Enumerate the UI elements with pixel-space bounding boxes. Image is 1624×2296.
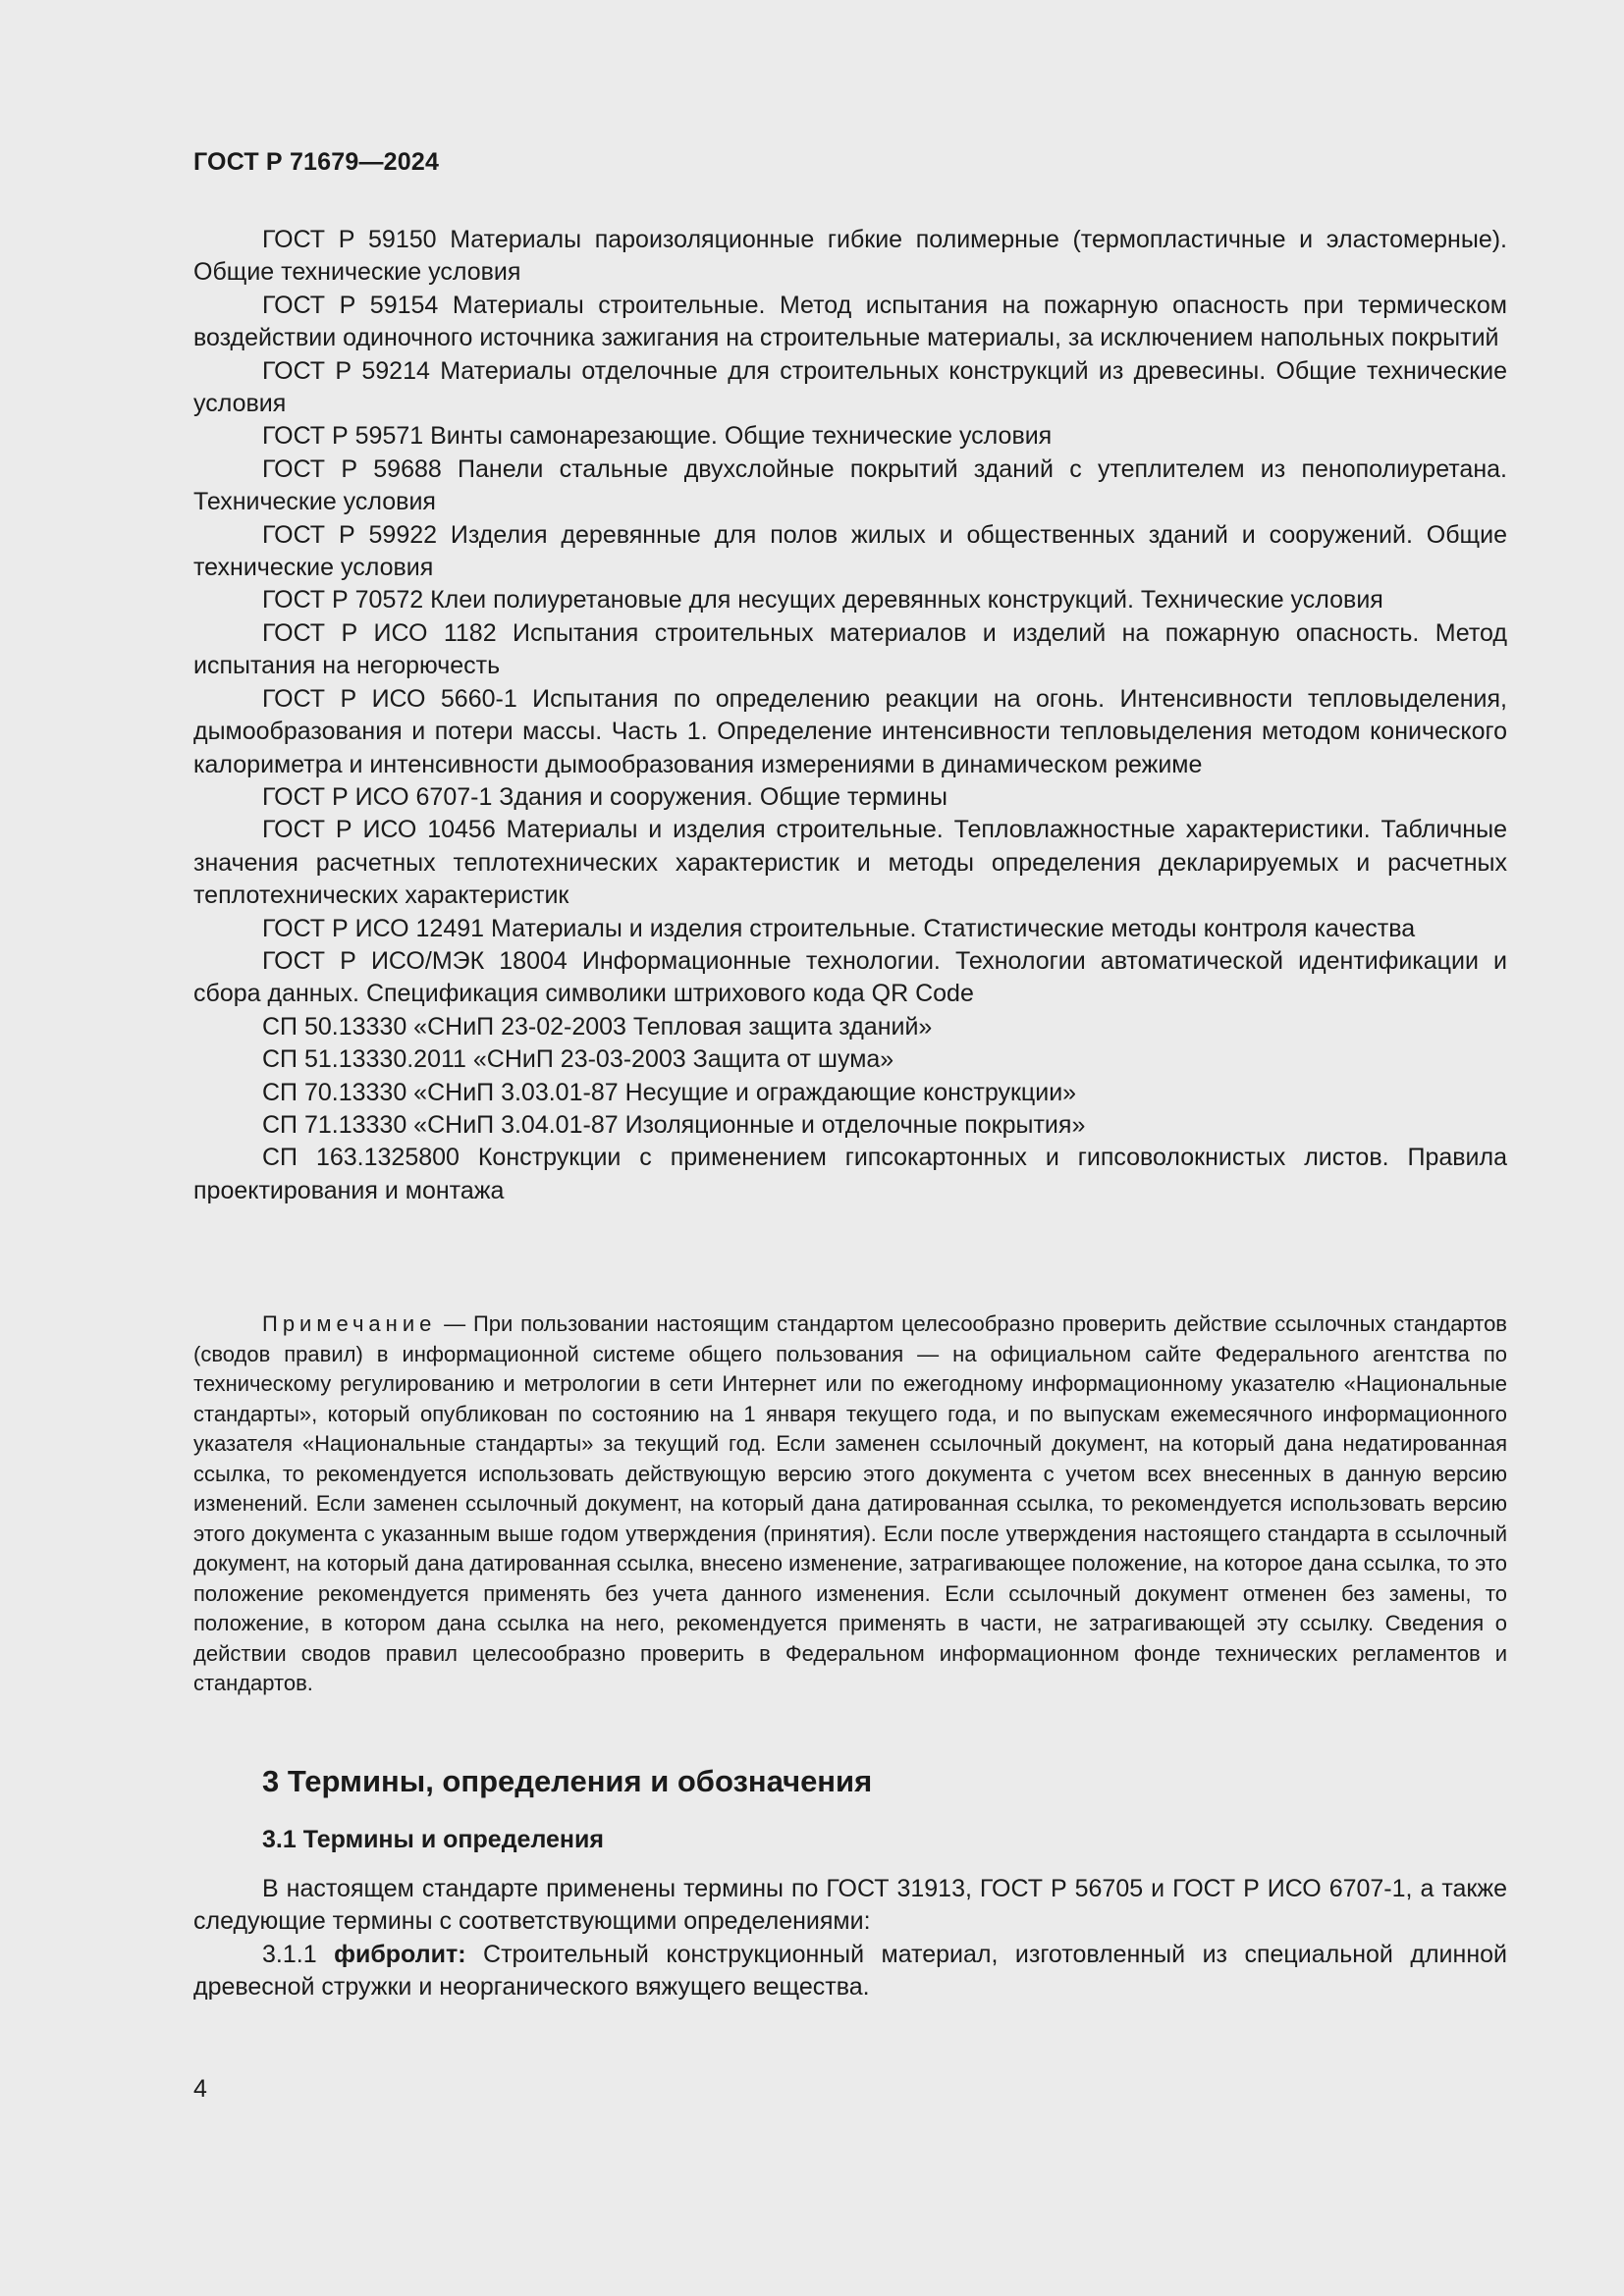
- reference-item: ГОСТ Р 70572 Клеи полиуретановые для несущих деревянных конструкций. Технические условия: [262, 586, 1383, 614]
- reference-item: СП 163.1325800 Конструкции с применением гипсокартонных и гипсоволокнистых листов. Правила проектирования и монтажа: [193, 1144, 1507, 1204]
- reference-item: СП 71.13330 «СНиП 3.04.01-87 Изоляционные и отделочные покрытия»: [262, 1110, 1086, 1139]
- reference-item: ГОСТ Р ИСО/МЭК 18004 Информационные технологии. Технологии автоматической идентификации и сбора данных. Спецификация символики штрихового кода QR Code: [193, 946, 1507, 1008]
- reference-item: СП 51.13330.2011 «СНиП 23-03-2003 Защита от шума»: [262, 1045, 894, 1074]
- note-label: Примечание: [262, 1311, 437, 1336]
- reference-item: ГОСТ Р 59150 Материалы пароизоляционные гибкие полимерные (термопластичные и эластомерные). Общие технические условия: [193, 226, 1507, 287]
- reference-item: ГОСТ Р 59688 Панели стальные двухслойные покрытий зданий с утеплителем из пенополиуретана. Технические условия: [193, 454, 1507, 516]
- subsection-title: 3.1 Термины и определения: [262, 1826, 604, 1853]
- terms-intro: В настоящем стандарте применены термины по ГОСТ 31913, ГОСТ Р 56705 и ГОСТ Р ИСО 6707-1, а также следующие термины с соответствующими определениями:: [193, 1875, 1507, 1936]
- references-note: [193, 1309, 1507, 1699]
- reference-item: СП 70.13330 «СНиП 3.03.01-87 Несущие и ограждающие конструкции»: [262, 1078, 1077, 1106]
- section-title: 3 Термины, определения и обозначения: [262, 1764, 873, 1798]
- reference-item: ГОСТ Р ИСО 10456 Материалы и изделия строительные. Тепловлажностные характеристики. Табличные значения расчетных теплотехнических характеристик и методы определения декларируемых и расчетных теплотехнических характеристик: [193, 816, 1507, 910]
- reference-item: ГОСТ Р ИСО 12491 Материалы и изделия строительные. Статистические методы контроля качества: [262, 914, 1416, 942]
- normative-references-list: [193, 224, 1507, 1207]
- note-text: — При пользовании настоящим стандартом целесообразно проверить действие ссылочных стандартов (сводов правил) в информационной системе общего пользования — на официальном сайте Федерального агентства по техническому регулированию и метрологии в сети Интернет или по ежегодному информационному указателю «Национальные стандарты», который опубликован по состоянию на 1 января текущего года, и по выпускам ежемесячного информационного указателя «Национальные стандарты» за текущий год. Если заменен ссылочный документ, на который дана недатированная ссылка, то рекомендуется использовать действующую версию этого документа с учетом всех внесенных в данную версию изменений. Если заменен ссылочный документ, на который дана датированная ссылка, то рекомендуется использовать версию этого документа с указанным выше годом утверждения (принятия). Если после утверждения настоящего стандарта в ссылочный документ, на который дана датированная ссылка, внесено изменение, затрагивающее положение, на которое дана ссылка, то это положение рекомендуется применять без учета данного изменения. Если ссылочный документ отменен без замены, то положение, в котором дана ссылка на него, рекомендуется применять в части, не затрагивающей эту ссылку. Сведения о действии сводов правил целесообразно проверить в Федеральном информационном фонде технических регламентов и стандартов.: [193, 1311, 1507, 1695]
- standard-header: ГОСТ Р 71679—2024: [193, 148, 440, 176]
- term-definition: [193, 1939, 1507, 2004]
- reference-item: ГОСТ Р ИСО 5660-1 Испытания по определению реакции на огонь. Интенсивности тепловыделения, дымообразования и потери массы. Часть 1. Определение интенсивности тепловыделения методом конического калориметра и интенсивности дымообразования измерениями в динамическом режиме: [193, 684, 1507, 778]
- reference-item: ГОСТ Р 59571 Винты самонарезающие. Общие технические условия: [262, 422, 1053, 451]
- reference-item: ГОСТ Р 59922 Изделия деревянные для полов жилых и общественных зданий и сооружений. Общие технические условия: [193, 520, 1507, 582]
- term-name: фибролит:: [334, 1940, 466, 1968]
- page-number: 4: [193, 2075, 207, 2103]
- reference-item: ГОСТ Р ИСО 6707-1 Здания и сооружения. Общие термины: [262, 782, 947, 811]
- term-definition-text: Строительный конструкционный материал, изготовленный из специальной длинной древесной стружки и неорганического вяжущего вещества.: [193, 1940, 1507, 2002]
- term-number: 3.1.1: [262, 1940, 335, 1968]
- reference-item: ГОСТ Р ИСО 1182 Испытания строительных материалов и изделий на пожарную опасность. Метод испытания на негорючесть: [193, 618, 1507, 680]
- reference-item: ГОСТ Р 59154 Материалы строительные. Метод испытания на пожарную опасность при термическом воздействии одиночного источника зажигания на строительные материалы, за исключением напольных покрытий: [193, 291, 1507, 352]
- reference-item: СП 50.13330 «СНиП 23-02-2003 Тепловая защита зданий»: [262, 1012, 933, 1041]
- reference-item: ГОСТ Р 59214 Материалы отделочные для строительных конструкций из древесины. Общие технические условия: [193, 356, 1507, 418]
- section-body: [193, 1873, 1507, 2004]
